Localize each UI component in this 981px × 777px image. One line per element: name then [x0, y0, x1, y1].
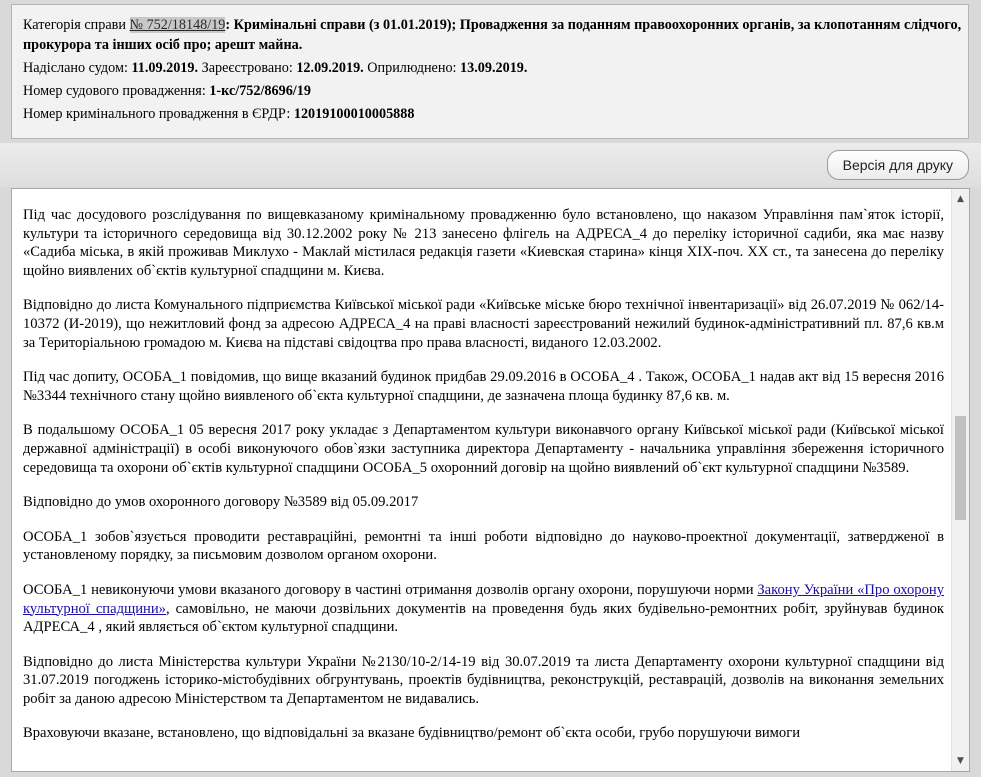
- court-number-line: [23, 81, 968, 101]
- paragraph-7-end: , самовільно, не маючи дозвільних документів на проведення будь яких будівельно-ремонтних робіт, зруйнував будинок АДРЕСА_4 , який являється об`єктом культурної спадщини.: [23, 600, 945, 636]
- published-label: Оприлюднено:: [367, 60, 457, 76]
- court-number-label: Номер судового провадження:: [23, 83, 206, 99]
- erdr-label: Номер кримінального провадження в ЄРДР:: [23, 106, 291, 122]
- print-version-button[interactable]: Версія для друку: [827, 150, 969, 180]
- case-number-link[interactable]: № 752/18148/19: [129, 17, 226, 33]
- erdr-line: [23, 104, 968, 124]
- paragraph-8: Відповідно до листа Міністерства культури України №2130/10-2/14-19 від 30.07.2019 та листа Департаменту охорони культурної спадщини від 31.07.2019 погоджень історико-містобудівних обгрунтувань, проектів будівництва, реконструкцій, реставрацій, дозволів на виконання земельних робіт за даною адресою Міністерством та Департаментом не видавались.: [23, 653, 944, 707]
- sent-label: Надіслано судом:: [23, 60, 128, 76]
- erdr-number: 12019100010005888: [293, 106, 415, 122]
- category-label: Категорія справи: [23, 17, 126, 33]
- vertical-scrollbar[interactable]: [951, 189, 969, 771]
- paragraph-7-start: ОСОБА_1 невиконуючи умови вказаного договору в частині отримання дозволів органу охорони, порушуючи норми: [23, 581, 758, 598]
- paragraph-4: В подальшому ОСОБА_1 05 вересня 2017 року укладає з Департаментом культури виконавчого органу Київської міської ради (Київської міської державної адміністрації) в особі виконуючого обов`язки заступника директора Департаменту - начальника управління збереження історичного середовища та охорони об`єктів культурної спадщини ОСОБА_5 охоронний договір на щойно виявлений об`єкт культурної спадщини №3589.: [23, 422, 944, 476]
- paragraph-5: Відповідно до умов охоронного договору №3589 від 05.09.2017: [23, 494, 419, 511]
- case-info-panel: [11, 4, 969, 139]
- paragraph-7: [23, 581, 944, 637]
- scroll-up-arrow-icon[interactable]: ▲: [957, 194, 964, 204]
- paragraph-2: Відповідно до листа Комунального підприємства Київської міської ради «Київське міське бюро технічної інвентаризації» від 26.07.2019 № 062/14-10372 (И-2019), що нежитловий фонд за адресою АДРЕСА_4 на праві власності зареєстрований нежилий будинок-адміністративний пл. 87,6 кв.м за Територіальною громадою м. Києва на підставі свідоцтва про права власності, виданого 12.03.2002.: [23, 297, 944, 351]
- document-text: [23, 206, 944, 759]
- paragraph-3: Під час допиту, ОСОБА_1 повідомив, що вище вказаний будинок придбав 29.09.2016 в ОСОБА_4 . Також, ОСОБА_1 надав акт від 15 вересня 2016 №3344 технічного стану щойно виявленого об`єкта культурної спадщини, де зазначена площа будинку 87,6 кв. м.: [23, 369, 944, 404]
- case-category-line: [23, 15, 968, 55]
- scrollbar-thumb[interactable]: [955, 416, 966, 520]
- law-link[interactable]: Закону України «Про охорону культурної спадщини»: [23, 581, 944, 617]
- published-date: 13.09.2019.: [460, 60, 528, 76]
- dates-line: [23, 58, 968, 78]
- registered-date: 12.09.2019.: [296, 60, 364, 76]
- toolbar: [0, 143, 981, 187]
- category-value: : Кримінальні справи (з 01.01.2019); Провадження за поданням правоохоронних органів, за клопотанням слідчого, прокурора та інших осіб про; арешт майна.: [23, 17, 962, 53]
- sent-date: 11.09.2019.: [131, 60, 199, 76]
- scroll-down-arrow-icon[interactable]: ▼: [957, 756, 964, 766]
- court-number: 1-кс/752/8696/19: [209, 83, 311, 99]
- registered-label: Зареєстровано:: [201, 60, 293, 76]
- document-frame[interactable]: [11, 188, 970, 772]
- paragraph-1: Під час досудового розслідування по вищевказаному кримінальному провадженню було встановлено, що наказом Управління пам`яток історії, культури та історичного середовища від 30.12.2002 року № 213 занесено флігель на АДРЕСА_4 до переліку історичної садиби, яка має назву «Садиба міська, в якій проживав Миклухо - Маклай містилася редакція газети «Киевская старина» кінця ХІХ-поч. ХХ ст., та занесена до переліку щойно виявлених об`єктів культурної спадщини м. Києва.: [23, 207, 944, 279]
- paragraph-6: ОСОБА_1 зобов`язується проводити реставраційні, ремонтні та інші роботи відповідно до науково-проектної документації, затвердженої в установленому порядку, за письмовим дозволом органом охорони.: [23, 528, 944, 564]
- paragraph-9: Враховуючи вказане, встановлено, що відповідальні за вказане будівництво/ремонт об`єкта особи, грубо порушуючи вимоги: [23, 725, 801, 742]
